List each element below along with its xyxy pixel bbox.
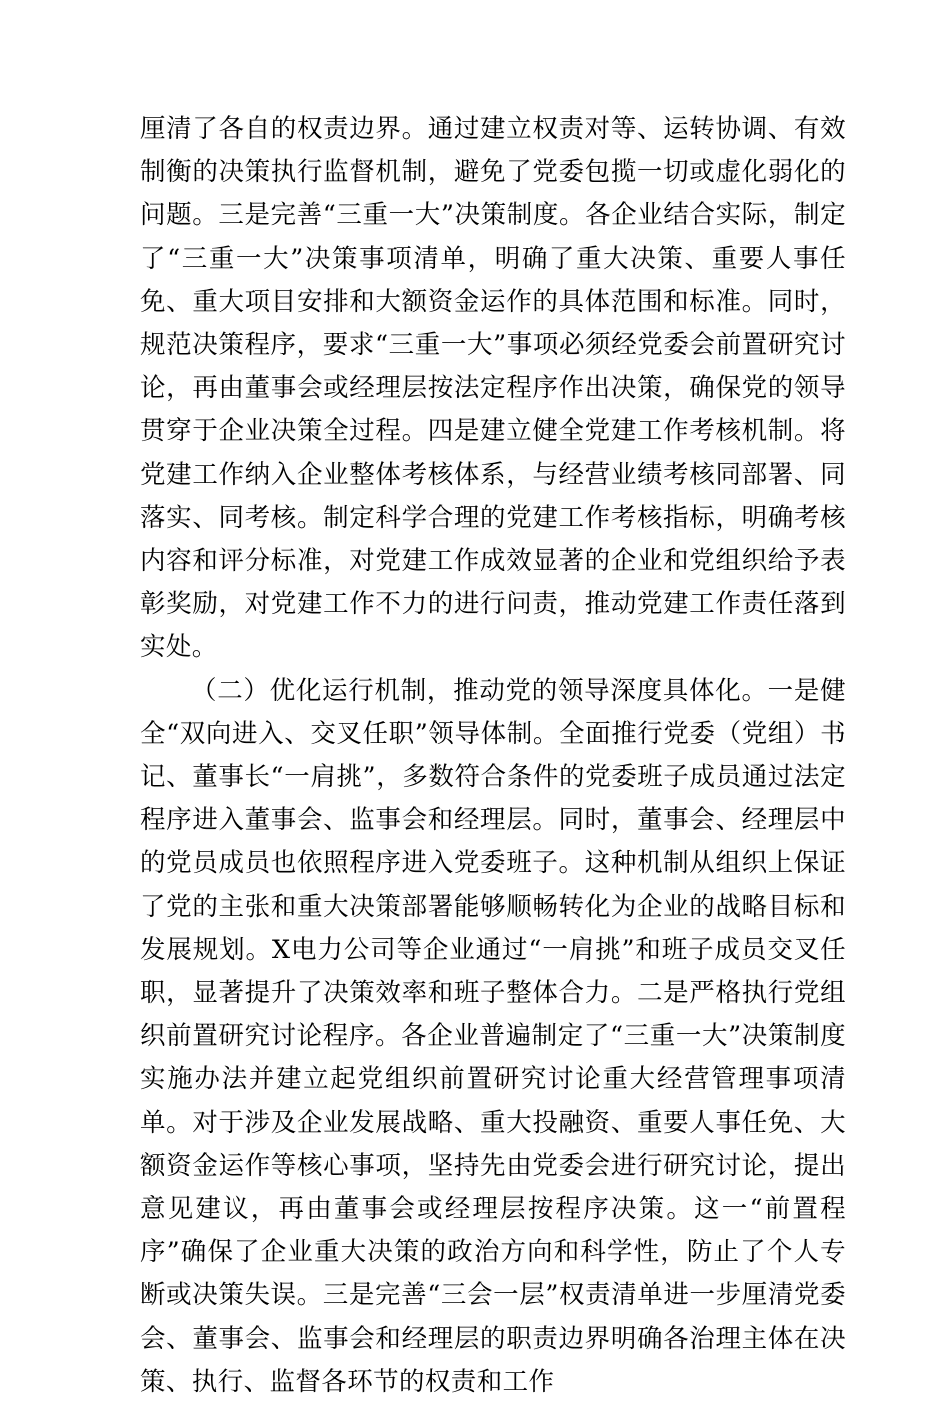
paragraph-1: 厘清了各自的权责边界。通过建立权责对等、运转协调、有效制衡的决策执行监督机制，避免了党委包揽一切或虚化弱化的问题。三是完善“三重一大”决策制度。各企业结合实际，制定了“三重一大”决策事项清单，明确了重大决策、重要人事任免、重大项目安排和大额资金运作的具体范围和标准。同时，规范决策程序，要求“三重一大”事项必须经党委会前置研究讨论，再由董事会或经理层按法定程序作出决策，确保党的领导贯穿于企业决策全过程。四是建立健全党建工作考核机制。将党建工作纳入企业整体考核体系，与经营业绩考核同部署、同落实、同考核。制定科学合理的党建工作考核指标，明确考核内容和评分标准，对党建工作成效显著的企业和党组织给予表彰奖励，对党建工作不力的进行问责，推动党建工作责任落到实处。 [140, 114, 846, 663]
document-body [140, 108, 846, 1404]
paragraph-2: （二）优化运行机制，推动党的领导深度具体化。一是健全“双向进入、交叉任职”领导体制。全面推行党委（党组）书记、董事长“一肩挑”，多数符合条件的党委班子成员通过法定程序进入董事会、监事会和经理层。同时，董事会、经理层中的党员成员也依照程序进入党委班子。这种机制从组织上保证了党的主张和重大决策部署能够顺畅转化为企业的战略目标和发展规划。X电力公司等企业通过“一肩挑”和班子成员交叉任职，显著提升了决策效率和班子整体合力。二是严格执行党组织前置研究讨论程序。各企业普遍制定了“三重一大”决策制度实施办法并建立起党组织前置研究讨论重大经营管理事项清单。对于涉及企业发展战略、重大投融资、重要人事任免、大额资金运作等核心事项，坚持先由党委会进行研究讨论，提出意见建议，再由董事会或经理层按程序决策。这一“前置程序”确保了企业重大决策的政治方向和科学性，防止了个人专断或决策失误。三是完善“三会一层”权责清单进一步厘清党委会、董事会、监事会和经理层的职责边界明确各治理主体在决策、执行、监督各环节的权责和工作 [140, 675, 846, 1397]
